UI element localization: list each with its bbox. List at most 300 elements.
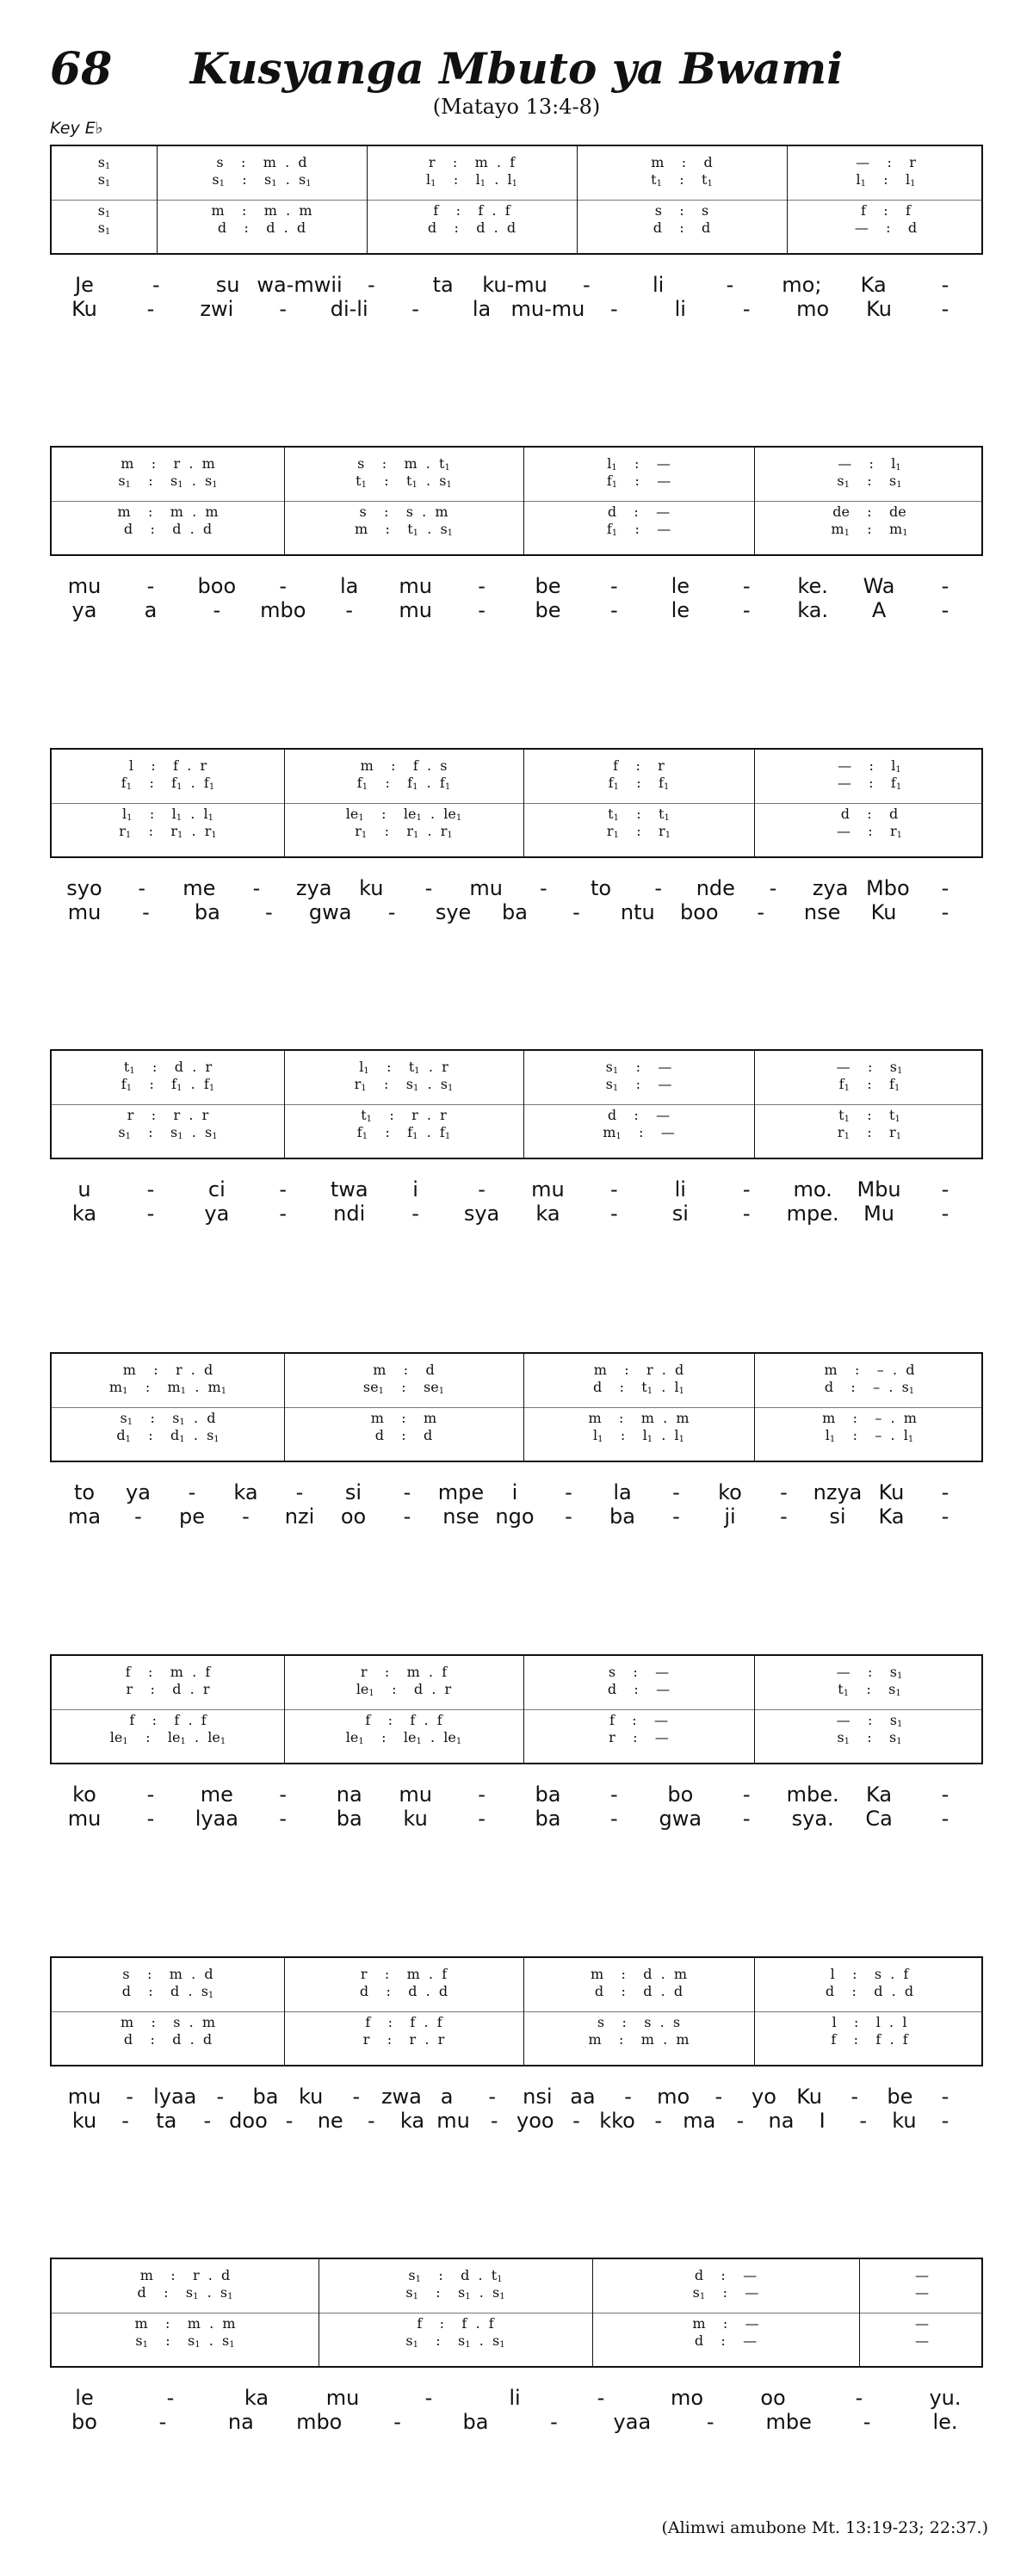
solfa-measure: $s_1$ : $s_1$ — [837, 1729, 902, 1746]
lyric-syllable: ko — [718, 1480, 742, 1504]
staff-divider — [52, 200, 981, 201]
lyric-syllable: - — [424, 876, 433, 900]
key-signature: Key E♭ — [50, 119, 103, 138]
lyric-syllable: sya — [463, 1202, 500, 1226]
solfa-measure: $t_1$ : $t_1$ — [608, 806, 670, 823]
lyric-syllable: - — [565, 1504, 572, 1529]
lyric-syllable: la — [613, 1480, 632, 1504]
lyric-syllable: a — [440, 2085, 454, 2109]
lyric-line — [71, 598, 988, 622]
lyric-syllable: - — [941, 2109, 949, 2133]
lyric-syllable: - — [941, 1480, 949, 1504]
solfa-measure: f : m . f — [125, 1664, 211, 1680]
lyric-syllable: bo — [71, 2410, 97, 2434]
solfa-measure: — — [915, 2315, 929, 2332]
lyric-syllable: pe — [179, 1504, 205, 1529]
lyric-syllable: - — [242, 1504, 250, 1529]
lyric-syllable: na — [768, 2109, 795, 2133]
lyric-line — [71, 297, 988, 321]
solfa-measure: — : $s_1$ — [836, 1664, 903, 1681]
solfa-measure: $r_1$ : $r_1$ . $r_1$ — [119, 823, 217, 840]
solfa-measure: $t_1$ : r . r — [361, 1107, 447, 1124]
solfa-measure: $f_1$ : — — [606, 521, 671, 538]
lyric-syllable: - — [478, 1782, 486, 1807]
lyric-syllable: - — [279, 297, 288, 321]
lyric-syllable: ku — [403, 1807, 428, 1831]
lyric-syllable: li — [509, 2386, 521, 2410]
lyric-syllable: la — [340, 574, 359, 598]
solfa-measure: m : m . m — [134, 2315, 236, 2332]
solfa-measure: $l_1$ : $l_1$ — [856, 171, 916, 188]
lyric-line — [66, 876, 988, 900]
solfa-measure: — — [915, 2267, 929, 2283]
lyric-syllable: - — [742, 598, 751, 622]
lyric-syllable: ba — [462, 2410, 489, 2434]
lyric-syllable: syo — [66, 876, 102, 900]
solfa-measure: $f_1$ : $f_1$ . $f_1$ — [356, 775, 451, 792]
lyric-syllable: ba — [194, 900, 220, 924]
solfa-measure: d : d — [840, 806, 899, 822]
solfa-measure: m : r . d — [593, 1362, 684, 1378]
staff-divider — [52, 1709, 981, 1710]
lyric-syllable: mo — [670, 2386, 704, 2410]
lyric-syllable: - — [654, 2109, 662, 2133]
voice-row — [52, 1967, 981, 1982]
solfa-measure: $s_1$ : $s_1$ . $s_1$ — [135, 2332, 235, 2350]
solfa-measure: $le_1$ : d . r — [356, 1681, 452, 1698]
lyric-syllable: mbo — [260, 598, 306, 622]
lyric-syllable: - — [672, 1504, 680, 1529]
lyric-syllable: ka — [244, 2386, 269, 2410]
lyric-line — [71, 1202, 988, 1226]
lyric-syllable: - — [352, 2085, 361, 2109]
lyric-syllable: - — [126, 2085, 133, 2109]
scripture-reference: (Matayo 13:4-8) — [432, 95, 601, 119]
solfa-measure: f : f . f — [831, 2031, 908, 2048]
lyric-syllable: mbe. — [786, 1782, 839, 1807]
lyric-syllable: mu — [399, 574, 432, 598]
lyric-line — [67, 1807, 988, 1831]
lyric-syllable: - — [736, 2109, 745, 2133]
solfa-measure: $r_1$ : $r_1$ — [837, 1124, 902, 1141]
lyric-syllable: a — [144, 598, 158, 622]
lyric-syllable: oo — [760, 2386, 786, 2410]
lyric-syllable: - — [152, 273, 160, 297]
solfa-measure: f : f . f — [365, 1712, 442, 1728]
lyric-syllable: mu — [436, 2109, 470, 2133]
voice-row — [52, 758, 981, 774]
score-system — [50, 748, 983, 858]
lyric-syllable: A — [871, 598, 887, 622]
lyric-syllable: Mu — [863, 1202, 895, 1226]
solfa-measure: $r_1$ : $s_1$ . $s_1$ — [354, 1076, 454, 1093]
lyric-syllable: - — [780, 1480, 788, 1504]
lyric-syllable: Ca — [865, 1807, 893, 1831]
lyric-syllable: ba — [535, 1807, 561, 1831]
lyric-syllable: kko — [599, 2109, 635, 2133]
score-system — [50, 1956, 983, 2066]
lyric-syllable: - — [203, 2109, 212, 2133]
lyric-syllable: nzi — [284, 1504, 315, 1529]
lyric-syllable: gwa — [308, 900, 352, 924]
lyric-syllable: ji — [724, 1504, 736, 1529]
lyric-syllable: doo — [229, 2109, 268, 2133]
solfa-measure: — — [915, 2284, 929, 2301]
solfa-measure: $l_1$ : $l_1$ . $l_1$ — [593, 1427, 684, 1444]
lyric-syllable: - — [742, 574, 751, 598]
solfa-measure: m : d — [651, 154, 713, 170]
voice-row — [52, 806, 981, 822]
solfa-measure: $f_1$ : $f_1$ — [608, 775, 670, 792]
solfa-measure: $f_1$ : $f_1$ — [838, 1076, 900, 1093]
voice-row — [52, 203, 981, 219]
solfa-measure: l : l . l — [832, 2014, 907, 2030]
solfa-measure: m : s . m — [120, 2014, 216, 2030]
lyric-line — [72, 1782, 988, 1807]
lyric-syllable: - — [146, 1202, 155, 1226]
solfa-measure: de : de — [832, 503, 906, 520]
lyric-syllable: - — [146, 1782, 155, 1807]
lyric-syllable: nzya — [813, 1480, 863, 1504]
solfa-measure: $s_1$ : — — [692, 2284, 759, 2301]
solfa-measure: f : f — [861, 202, 911, 219]
solfa-measure: $l_1$ : $t_1$ . r — [359, 1059, 448, 1076]
lyric-syllable: boo — [197, 574, 237, 598]
lyric-syllable: - — [941, 1202, 949, 1226]
lyric-syllable: - — [393, 2410, 401, 2434]
lyric-syllable: - — [941, 1177, 949, 1202]
lyric-syllable: mpe — [437, 1480, 485, 1504]
voice-row — [52, 456, 981, 472]
lyric-syllable: - — [941, 876, 949, 900]
voice-row — [52, 2032, 981, 2048]
lyric-syllable: - — [941, 574, 949, 598]
lyric-syllable: - — [478, 1177, 486, 1202]
voice-row — [52, 1108, 981, 1123]
voice-row — [52, 2316, 981, 2332]
lyric-syllable: mu — [67, 900, 102, 924]
solfa-measure: r : m . f — [360, 1664, 448, 1680]
lyric-syllable: - — [597, 2386, 605, 2410]
lyric-syllable: i — [511, 1480, 518, 1504]
lyric-syllable: - — [146, 1177, 155, 1202]
lyric-syllable: sya. — [791, 1807, 834, 1831]
lyric-line — [75, 2386, 988, 2410]
lyric-syllable: ba — [336, 1807, 362, 1831]
lyric-syllable: - — [411, 297, 419, 321]
lyric-syllable: - — [941, 2085, 949, 2109]
lyric-syllable: - — [742, 1177, 751, 1202]
staff-divider — [52, 501, 981, 502]
lyric-syllable: - — [610, 1202, 618, 1226]
lyric-syllable: Ku — [866, 297, 892, 321]
lyric-syllable: yaa — [613, 2410, 652, 2434]
voice-row — [52, 172, 981, 188]
solfa-measure: $s_1$ — [97, 202, 111, 219]
lyric-syllable: - — [582, 273, 591, 297]
lyric-syllable: na — [336, 1782, 362, 1807]
lyric-syllable: me — [200, 1782, 233, 1807]
lyric-line — [71, 2109, 988, 2133]
solfa-measure: $s_1$ — [97, 154, 111, 171]
lyric-syllable: mu — [67, 1807, 102, 1831]
lyric-syllable: - — [279, 574, 288, 598]
voice-row — [52, 220, 981, 236]
staff-divider — [52, 2011, 981, 2012]
lyric-syllable: mbe — [765, 2410, 812, 2434]
solfa-measure: r : r . r — [127, 1107, 209, 1123]
lyric-line — [67, 900, 988, 924]
solfa-measure: m : r . d — [122, 1362, 213, 1378]
lyric-syllable: - — [550, 2410, 558, 2434]
lyric-syllable: - — [264, 900, 273, 924]
lyric-syllable: si — [344, 1480, 362, 1504]
solfa-measure: d : d . d — [217, 219, 306, 236]
lyric-syllable: - — [478, 598, 486, 622]
lyric-syllable: - — [478, 574, 486, 598]
lyric-line — [67, 1504, 988, 1529]
lyric-syllable: mu — [469, 876, 503, 900]
solfa-measure: $s_1$ : d . $t_1$ — [408, 2267, 503, 2284]
solfa-measure: d : – . $s_1$ — [824, 1379, 915, 1396]
lyric-syllable: zwi — [200, 297, 234, 321]
lyric-syllable: lyaa — [153, 2085, 197, 2109]
lyric-syllable: ke. — [797, 574, 828, 598]
solfa-measure: $r_1$ : $r_1$ . $r_1$ — [355, 823, 453, 840]
lyric-syllable: mu-mu — [510, 297, 585, 321]
lyric-syllable: ta — [432, 273, 454, 297]
lyric-syllable: - — [672, 1480, 680, 1504]
lyric-syllable: la — [472, 297, 492, 321]
lyric-syllable: ci — [207, 1177, 226, 1202]
lyric-syllable: le — [671, 598, 690, 622]
lyric-syllable: mu — [399, 598, 432, 622]
lyric-syllable: nsi — [523, 2085, 553, 2109]
lyric-syllable: ya — [126, 1480, 151, 1504]
voice-row — [52, 2268, 981, 2283]
lyric-syllable: su — [215, 273, 240, 297]
solfa-measure: d : — — [607, 1681, 671, 1697]
lyric-syllable: ta — [156, 2109, 177, 2133]
lyric-syllable: - — [941, 598, 949, 622]
solfa-measure: m : f . s — [360, 757, 448, 774]
solfa-measure: s : m . d — [216, 154, 307, 170]
solfa-measure: $l_1$ : $l_1$ . $l_1$ — [426, 171, 517, 188]
solfa-measure: f : f . f — [417, 2315, 494, 2332]
solfa-measure: $m_1$ : — — [603, 1124, 675, 1141]
solfa-measure: d : d . $s_1$ — [121, 1983, 214, 2000]
lyric-syllable: ba — [252, 2085, 279, 2109]
lyric-syllable: ku — [892, 2109, 917, 2133]
solfa-measure: d : — — [694, 2332, 758, 2349]
lyric-syllable: - — [780, 1504, 788, 1529]
lyric-syllable: boo — [679, 900, 719, 924]
lyric-syllable: - — [279, 1807, 288, 1831]
solfa-measure: s : m . d — [122, 1966, 213, 1982]
lyric-syllable: - — [367, 273, 375, 297]
staff-divider — [52, 1104, 981, 1105]
lyric-syllable: - — [851, 2085, 859, 2109]
solfa-measure: r : r . r — [362, 2031, 445, 2048]
solfa-measure: r : m . f — [360, 1966, 448, 1982]
solfa-measure: $t_1$ : $t_1$ — [838, 1107, 900, 1124]
voice-row — [52, 824, 981, 839]
lyric-syllable: be — [535, 598, 561, 622]
solfa-measure: l : s . f — [830, 1966, 909, 1982]
solfa-measure: s : s . m — [359, 503, 448, 520]
lyric-syllable: - — [706, 2410, 714, 2434]
lyric-syllable: - — [855, 2386, 863, 2410]
voice-row — [52, 2285, 981, 2301]
solfa-measure: m : — — [692, 2315, 759, 2332]
solfa-measure: $le_1$ : $le_1$ . $le_1$ — [345, 806, 462, 823]
lyric-syllable: le — [75, 2386, 94, 2410]
lyric-syllable: - — [742, 1782, 751, 1807]
lyric-syllable: mu — [67, 2085, 102, 2109]
lyric-syllable: - — [742, 1807, 751, 1831]
lyric-syllable: - — [941, 1782, 949, 1807]
lyric-syllable: - — [285, 2109, 294, 2133]
lyric-syllable: to — [73, 1480, 96, 1504]
lyric-syllable: mu — [531, 1177, 565, 1202]
solfa-measure: — — [915, 2332, 929, 2349]
lyric-syllable: wa-mwii — [257, 273, 343, 297]
voice-row — [52, 1682, 981, 1697]
lyric-syllable: i — [412, 1177, 418, 1202]
lyric-syllable: be — [887, 2085, 913, 2109]
lyric-syllable: - — [158, 2410, 167, 2434]
lyric-syllable: aa — [570, 2085, 596, 2109]
lyric-syllable: - — [769, 876, 777, 900]
lyric-syllable: - — [742, 1202, 751, 1226]
lyric-syllable: zya — [295, 876, 332, 900]
lyric-syllable: si — [671, 1202, 689, 1226]
lyric-syllable: Wa — [863, 574, 895, 598]
lyric-syllable: - — [565, 1480, 572, 1504]
solfa-measure: s : s . s — [597, 2014, 681, 2030]
lyric-syllable: ku-mu — [482, 273, 547, 297]
score-system — [50, 446, 983, 556]
lyric-syllable: ka — [233, 1480, 258, 1504]
lyric-line — [75, 273, 988, 297]
solfa-measure: m : m . m — [588, 1410, 690, 1426]
solfa-measure: — : $s_1$ — [836, 1712, 903, 1729]
solfa-measure: $f_1$ : — — [606, 473, 671, 490]
lyric-syllable: - — [387, 900, 396, 924]
solfa-measure: r : — — [609, 1729, 669, 1745]
solfa-measure: $t_1$ : $t_1$ — [651, 171, 713, 188]
lyric-syllable: si — [829, 1504, 846, 1529]
lyric-syllable: - — [134, 1504, 142, 1529]
solfa-measure: $s_1$ : — — [605, 1076, 672, 1093]
lyric-syllable: gwa — [659, 1807, 702, 1831]
lyric-syllable: - — [941, 1807, 949, 1831]
lyric-syllable: - — [279, 1782, 288, 1807]
solfa-measure: d : d . d — [359, 1983, 448, 1999]
solfa-measure: $s_1$ — [97, 171, 111, 188]
lyric-syllable: mpe. — [786, 1202, 839, 1226]
lyric-syllable: oo — [340, 1504, 367, 1529]
lyric-syllable: - — [121, 2109, 129, 2133]
lyric-syllable: sye — [435, 900, 472, 924]
solfa-measure: $l_1$ : – . $l_1$ — [825, 1427, 914, 1444]
lyric-line — [77, 1177, 988, 1202]
lyric-syllable: li — [674, 1177, 686, 1202]
voice-row — [52, 1380, 981, 1395]
solfa-measure: f : r — [613, 757, 665, 774]
lyric-syllable: yoo — [516, 2109, 554, 2133]
solfa-measure: $t_1$ : $s_1$ — [838, 1681, 901, 1698]
solfa-measure: d : d . d — [427, 219, 516, 236]
lyric-syllable: mo; — [782, 273, 822, 297]
solfa-measure: m : d . m — [590, 1966, 688, 1982]
lyric-syllable: ya — [71, 598, 97, 622]
solfa-measure: s : m . $t_1$ — [357, 455, 450, 473]
lyric-syllable: mu — [399, 1782, 432, 1807]
lyric-syllable: - — [610, 297, 618, 321]
solfa-measure: r : m . f — [428, 154, 516, 170]
lyric-syllable: - — [279, 1202, 288, 1226]
voice-row — [52, 1665, 981, 1680]
solfa-measure: $s_1$ — [97, 219, 111, 237]
lyric-syllable: na — [227, 2410, 254, 2434]
solfa-measure: $s_1$ : $s_1$ . $s_1$ — [405, 2332, 505, 2350]
lyric-syllable: - — [610, 574, 618, 598]
lyric-line — [71, 2410, 988, 2434]
solfa-measure: $l_1$ : — — [607, 455, 671, 473]
lyric-syllable: ko — [72, 1782, 96, 1807]
score-system — [50, 1654, 983, 1764]
score-system — [50, 1352, 983, 1462]
solfa-measure: — : r — [856, 154, 916, 170]
lyric-syllable: di-li — [330, 297, 368, 321]
lyric-syllable: li — [674, 297, 686, 321]
solfa-measure: s : s — [654, 202, 709, 219]
lyric-syllable: ka — [399, 2109, 425, 2133]
solfa-measure: $s_1$ : $s_1$ . $s_1$ — [405, 2284, 505, 2301]
lyric-syllable: mbo — [296, 2410, 343, 2434]
solfa-measure: d : d . d — [123, 521, 213, 537]
lyric-syllable: - — [424, 2386, 433, 2410]
solfa-measure: f : f . f — [365, 2014, 442, 2030]
lyric-syllable: - — [403, 1480, 411, 1504]
lyric-syllable: ka — [535, 1202, 560, 1226]
solfa-measure: d : $s_1$ . $s_1$ — [137, 2284, 233, 2301]
solfa-measure: $m_1$ : $m_1$ — [831, 521, 908, 538]
footer-reference: (Alimwi amubone Mt. 13:19-23; 22:37.) — [661, 2518, 988, 2537]
lyric-syllable: mo — [796, 297, 830, 321]
lyric-syllable: - — [216, 2085, 225, 2109]
lyric-syllable: - — [411, 1202, 419, 1226]
solfa-measure: $s_1$ : $s_1$ . $s_1$ — [118, 473, 218, 490]
voice-row — [52, 1411, 981, 1426]
lyric-syllable: Je — [75, 273, 94, 297]
voice-row — [52, 1984, 981, 1999]
lyric-syllable: nde — [696, 876, 735, 900]
lyric-syllable: zya — [812, 876, 849, 900]
lyric-syllable: ba — [609, 1504, 635, 1529]
lyric-syllable: be — [535, 574, 561, 598]
lyric-syllable: - — [610, 1782, 618, 1807]
solfa-measure: $t_1$ : d . r — [123, 1059, 213, 1076]
lyric-syllable: - — [624, 2085, 632, 2109]
solfa-measure: m : – . d — [824, 1362, 915, 1378]
score-system — [50, 1049, 983, 1159]
voice-row — [52, 1713, 981, 1728]
solfa-measure: $r_1$ : $r_1$ — [606, 823, 671, 840]
solfa-measure: — : $l_1$ — [838, 455, 901, 473]
solfa-measure: $d_1$ : $d_1$ . $s_1$ — [116, 1427, 220, 1444]
